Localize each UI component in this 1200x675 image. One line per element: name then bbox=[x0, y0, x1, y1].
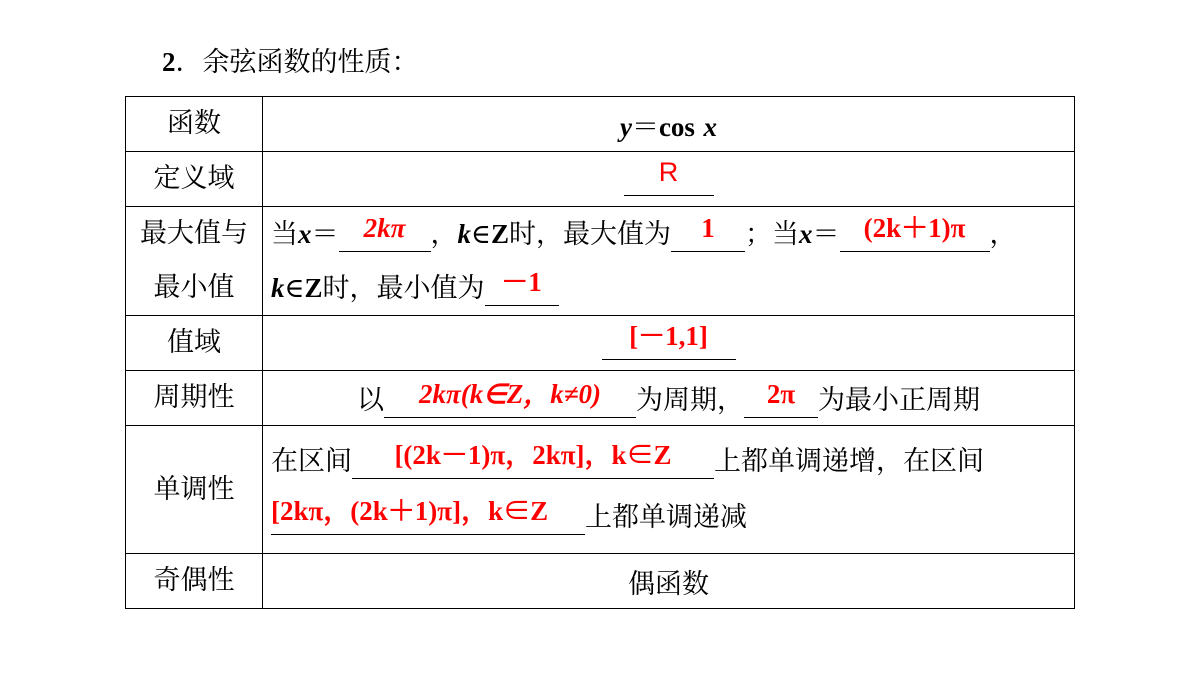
max-point-blank bbox=[339, 213, 431, 252]
increasing-interval-answer: [(2k－1)π，2kπ]，k∈Z bbox=[394, 439, 672, 470]
extrema-line2 bbox=[271, 261, 1066, 315]
period-text-by: 以 bbox=[357, 385, 384, 416]
period-blank bbox=[384, 379, 636, 418]
label-monotonic: 单调性 bbox=[126, 426, 263, 554]
section-separator: ． bbox=[175, 47, 203, 78]
min-period-answer: 2π bbox=[766, 379, 796, 409]
monotonic-text-decreasing: 上都单调递减 bbox=[585, 501, 747, 533]
extrema-in2: ∈ bbox=[284, 273, 305, 304]
max-point-answer: 2kπ bbox=[363, 213, 406, 243]
extrema-text-min: 时，最小值为 bbox=[322, 273, 485, 304]
extrema-line1 bbox=[271, 207, 1066, 261]
range-blank bbox=[602, 321, 736, 360]
table-row-header bbox=[126, 97, 1075, 152]
label-extrema-line1: 最大值与 bbox=[140, 218, 248, 249]
extrema-k2: k bbox=[271, 273, 285, 303]
domain-blank bbox=[624, 157, 714, 196]
extrema-text-when2: ；当 bbox=[745, 219, 800, 250]
min-point-blank bbox=[840, 213, 990, 252]
decreasing-interval-blank bbox=[271, 495, 585, 535]
extrema-k1: k bbox=[457, 219, 471, 249]
table-row-range bbox=[126, 316, 1075, 371]
function-cos: cos bbox=[658, 111, 695, 142]
section-number: 2 bbox=[162, 47, 176, 77]
label-parity: 奇偶性 bbox=[126, 554, 263, 609]
function-eq: ＝ bbox=[631, 111, 659, 143]
extrema-eq2: ＝ bbox=[812, 219, 840, 250]
function-y: y bbox=[619, 111, 632, 142]
label-function: 函数 bbox=[126, 97, 263, 152]
range-answer: [－1,1] bbox=[629, 321, 708, 351]
value-function bbox=[263, 97, 1075, 152]
period-text-is: 为周期， bbox=[636, 385, 744, 416]
table-row-period bbox=[126, 371, 1075, 426]
max-value-blank bbox=[671, 213, 745, 252]
extrema-comma2: ， bbox=[989, 219, 1017, 250]
value-extrema bbox=[263, 207, 1075, 316]
extrema-text-max: 时，最大值为 bbox=[509, 219, 672, 250]
table-row-extrema bbox=[126, 207, 1075, 316]
increasing-interval-blank bbox=[352, 439, 714, 479]
value-period bbox=[263, 371, 1075, 426]
value-domain bbox=[263, 152, 1075, 207]
extrema-z1: Z bbox=[491, 219, 510, 249]
value-monotonic bbox=[263, 426, 1075, 554]
monotonic-line2 bbox=[271, 490, 1066, 546]
label-period: 周期性 bbox=[126, 371, 263, 426]
decreasing-interval-answer: [2kπ，(2k＋1)π]，k∈Z bbox=[271, 495, 549, 526]
extrema-x1: x bbox=[298, 219, 312, 249]
label-extrema bbox=[126, 207, 263, 316]
table-row-parity bbox=[126, 554, 1075, 609]
period-answer: 2kπ(k∈Z，k≠0) bbox=[418, 379, 602, 409]
extrema-comma1: ， bbox=[430, 219, 458, 250]
monotonic-text-interval1: 在区间 bbox=[271, 445, 352, 477]
extrema-text-when: 当 bbox=[271, 219, 298, 250]
domain-answer: R bbox=[658, 157, 679, 187]
max-value-answer: 1 bbox=[701, 213, 715, 243]
label-range: 值域 bbox=[126, 316, 263, 371]
table-row-domain bbox=[126, 152, 1075, 207]
min-value-answer: －1 bbox=[501, 267, 542, 297]
min-point-answer: (2k＋1)π bbox=[863, 213, 966, 243]
cosine-properties-table bbox=[125, 96, 1075, 609]
table-row-monotonic bbox=[126, 426, 1075, 554]
extrema-z2: Z bbox=[304, 273, 323, 303]
monotonic-text-increasing: 上都单调递增，在区间 bbox=[714, 445, 984, 477]
period-text-min: 为最小正周期 bbox=[818, 385, 980, 416]
label-extrema-line2: 最小值 bbox=[153, 272, 235, 303]
min-value-blank bbox=[485, 267, 559, 306]
min-period-blank bbox=[744, 379, 818, 418]
function-x: x bbox=[703, 111, 718, 142]
monotonic-line1 bbox=[271, 434, 1066, 490]
extrema-eq1: ＝ bbox=[311, 219, 339, 250]
section-title-text: 余弦函数的性质： bbox=[202, 47, 419, 78]
extrema-in1: ∈ bbox=[471, 219, 491, 250]
value-parity: 偶函数 bbox=[263, 554, 1075, 609]
value-range bbox=[263, 316, 1075, 371]
section-title bbox=[162, 42, 419, 83]
label-domain: 定义域 bbox=[126, 152, 263, 207]
extrema-x2: x bbox=[799, 219, 813, 249]
